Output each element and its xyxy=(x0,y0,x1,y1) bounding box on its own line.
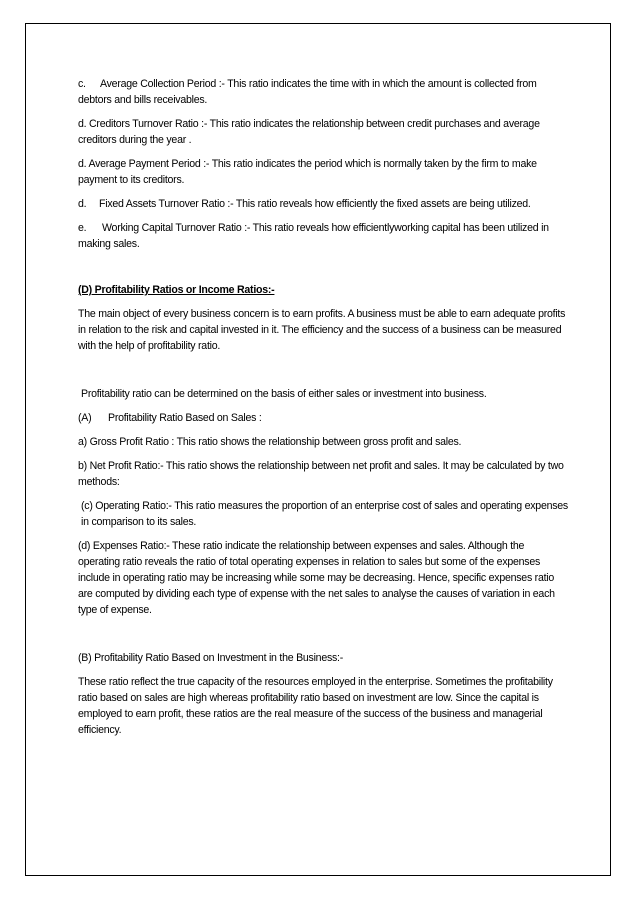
item-text: Fixed Assets Turnover Ratio :- This ratio reveals how efficiently the fixed assets are being utilized. xyxy=(99,198,531,210)
subsection-a-heading xyxy=(78,410,568,426)
document-body xyxy=(78,76,568,738)
subsection-b-text: These ratio reflect the true capacity of the resources employed in the enterprise. Sometimes the profitability ratio based on sales are high whereas profitability ratio based on investment are low. Since the capital is employed to earn profit, these ratios are the real measure of the success of the business and managerial efficiency. xyxy=(78,676,553,736)
item-label: e. xyxy=(78,222,87,234)
section-d-intro: The main object of every business concern is to earn profits. A business must be able to earn adequate profits in relation to the risk and capital invested in it. The efficiency and the success of a business can be measured with the help of profitability ratio. xyxy=(78,308,566,352)
item-average-payment-period: d. Average Payment Period :- This ratio indicates the period which is normally taken by the firm to make payment to its creditors. xyxy=(78,158,537,186)
item-fixed-assets-turnover-ratio xyxy=(78,196,568,212)
section-d-heading: (D) Profitability Ratios or Income Ratios:- xyxy=(78,284,275,296)
item-working-capital-turnover-ratio xyxy=(78,220,568,252)
item-label: c. xyxy=(78,78,86,90)
subsection-label: (A) xyxy=(78,412,92,424)
item-text: Working Capital Turnover Ratio :- This ratio reveals how efficientlyworking capital has been utilized in making sales. xyxy=(78,222,549,250)
item-text: Average Collection Period :- This ratio indicates the time with in which the amount is collected from debtors and bills receivables. xyxy=(78,78,537,106)
item-label: d. xyxy=(78,198,87,210)
subsection-title: Profitability Ratio Based on Sales : xyxy=(108,412,262,424)
item-creditors-turnover-ratio: d. Creditors Turnover Ratio :- This ratio indicates the relationship between credit purchases and average creditors during the year . xyxy=(78,118,540,146)
gross-profit-ratio: a) Gross Profit Ratio : This ratio shows the relationship between gross profit and sales. xyxy=(78,436,462,448)
profitability-basis: Profitability ratio can be determined on the basis of either sales or investment into business. xyxy=(81,388,487,400)
net-profit-ratio: b) Net Profit Ratio:- This ratio shows the relationship between net profit and sales. It may be calculated by two methods: xyxy=(78,460,564,488)
operating-ratio: (c) Operating Ratio:- This ratio measures the proportion of an enterprise cost of sales and operating expenses in comparison to its sales. xyxy=(81,500,568,528)
expenses-ratio: (d) Expenses Ratio:- These ratio indicate the relationship between expenses and sales. Although the operating ratio reveals the ratio of total operating expenses in relation to sales but some of the expenses include in operating ratio may be increasing while some may be decreasing. Hence, specific expenses ratio are computed by dividing each type of expense with the net sales to analyse the causes of variation in each type of expense. xyxy=(78,540,555,616)
item-average-collection-period xyxy=(78,76,568,108)
subsection-b-heading: (B) Profitability Ratio Based on Investment in the Business:- xyxy=(78,652,344,664)
